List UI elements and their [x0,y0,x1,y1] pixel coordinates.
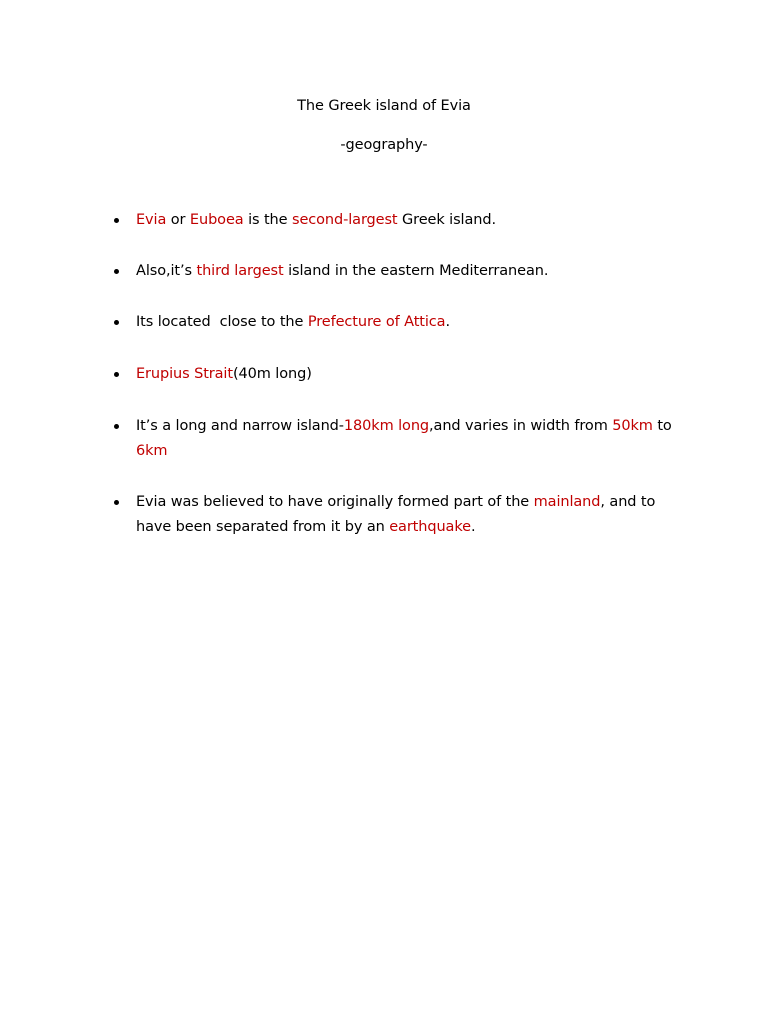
bullet-item [136,259,676,284]
bullet-seg: or [166,212,190,228]
bullet-item [136,310,676,335]
bullet-seg: 180km long [343,418,430,434]
bullet-seg: mainland [533,494,601,510]
bullet-seg: Greek island. [397,212,496,228]
bullet-seg: Also,it’s [136,263,197,279]
bullet-seg: (40m long) [232,366,312,382]
bullet-item [136,414,676,464]
bullet-seg: 50km [612,418,653,434]
bullet-seg: . [445,314,450,330]
bullet-dot-icon [114,218,119,223]
bullet-seg: Prefecture of Attica [307,314,446,330]
bullet-item [136,208,676,233]
bullet-seg: Erupius Strait [136,366,233,382]
bullet-seg: . [470,519,476,535]
bullet-seg: Evia [136,212,167,228]
bullet-seg: It’s a long and narrow island- [136,418,344,434]
bullet-dot-icon [114,372,119,377]
bullet-seg: Euboea [189,212,244,228]
bullet-seg: second-largest [291,212,398,228]
bullet-seg: 6km [136,443,168,459]
bullet-seg: to [652,418,672,434]
bullet-seg: earthquake [389,519,471,535]
bullet-dot-icon [114,269,119,274]
bullet-seg: ,and varies in width from [429,418,613,434]
bullet-seg: island in the eastern Mediterranean. [283,263,549,279]
bullet-dot-icon [114,500,119,505]
bullet-seg: Evia was believed to have originally formed part of the [136,494,534,510]
bullet-seg: Its located close to the [136,314,308,330]
document-subtitle: -geography- [340,137,428,153]
bullet-item [136,490,676,540]
bullet-seg: , and to have been separated from it by an [136,494,656,535]
bullet-item [136,362,676,387]
bullet-seg: third largest [196,263,284,279]
document-title: The Greek island of Evia [297,98,471,114]
bullet-dot-icon [114,424,119,429]
bullet-seg: is the [243,212,292,228]
bullet-dot-icon [114,320,119,325]
